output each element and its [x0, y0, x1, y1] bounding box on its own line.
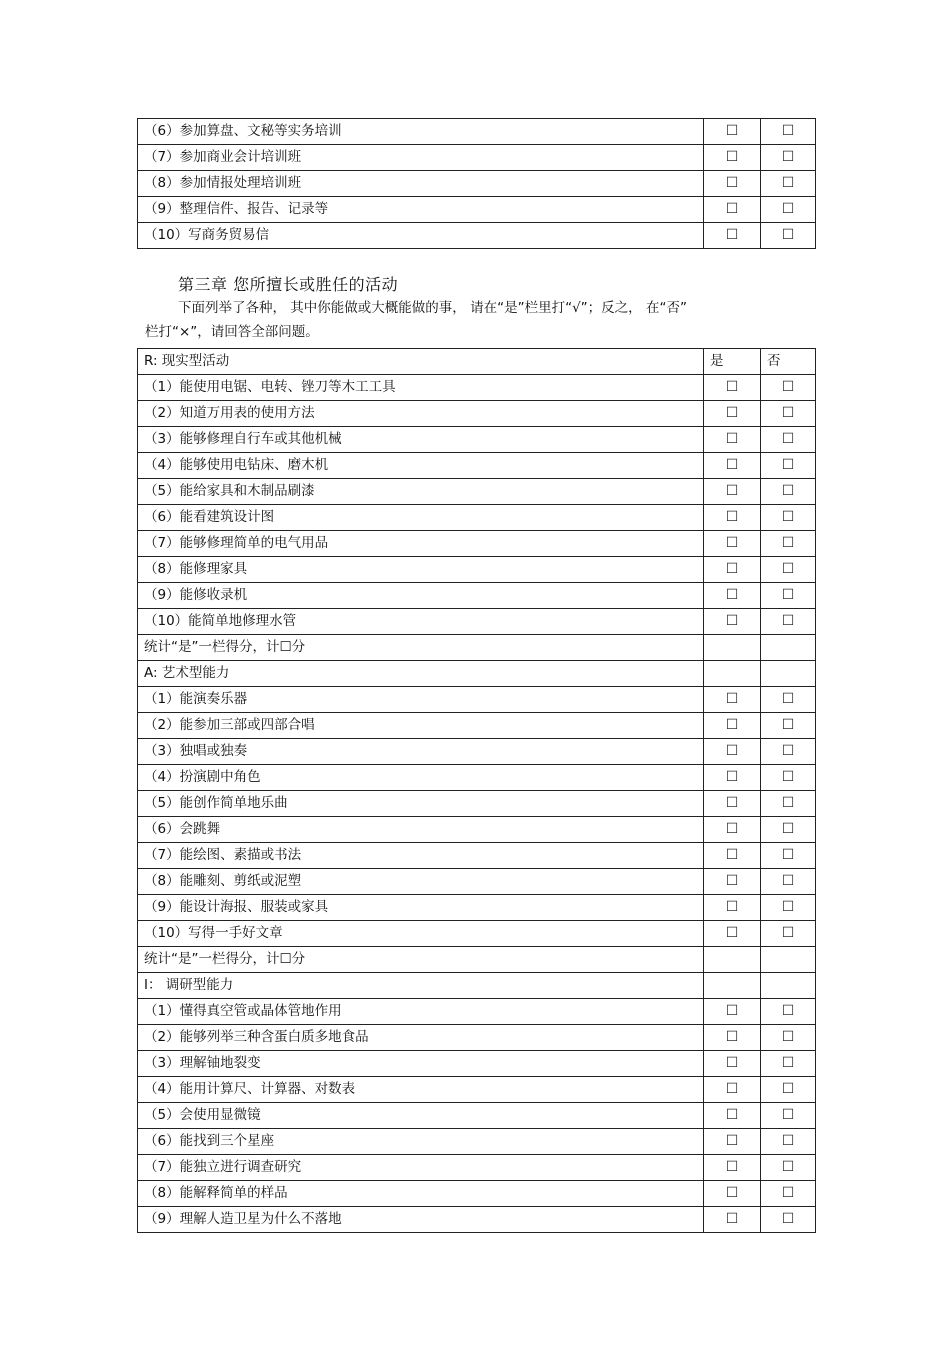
no-checkbox[interactable]: ☐	[781, 149, 795, 165]
question-text: （9）能设计海报、服装或家具	[138, 895, 704, 921]
no-checkbox-cell	[761, 1155, 816, 1181]
table-row	[138, 765, 816, 791]
yes-checkbox-cell	[704, 479, 761, 505]
yes-checkbox-cell	[704, 453, 761, 479]
table-row	[138, 401, 816, 427]
yes-checkbox-cell	[704, 687, 761, 713]
table-row	[138, 223, 816, 249]
yes-checkbox-cell	[704, 895, 761, 921]
table-header-row	[138, 349, 816, 375]
instruction-line-1: 下面列举了各种， 其中你能做或大概能做的事， 请在“是”栏里打“√”；反之， 在“否”	[178, 300, 687, 316]
empty-cell	[761, 635, 816, 661]
no-checkbox-cell	[761, 895, 816, 921]
yes-checkbox[interactable]: ☐	[725, 1003, 739, 1019]
table-row	[138, 739, 816, 765]
table-row	[138, 921, 816, 947]
yes-checkbox[interactable]: ☐	[725, 925, 739, 941]
no-checkbox[interactable]: ☐	[781, 379, 795, 395]
yes-checkbox-cell	[704, 1129, 761, 1155]
question-text: （6）能找到三个星座	[138, 1129, 704, 1155]
no-checkbox-cell	[761, 765, 816, 791]
no-checkbox[interactable]: ☐	[781, 405, 795, 421]
question-text: （6）会跳舞	[138, 817, 704, 843]
question-text: （4）扮演剧中角色	[138, 765, 704, 791]
question-text: （5）会使用显微镜	[138, 1103, 704, 1129]
questionnaire-table-1	[137, 118, 816, 249]
no-checkbox-cell	[761, 505, 816, 531]
no-column-header: 否	[761, 349, 816, 375]
table-row	[138, 427, 816, 453]
no-checkbox[interactable]: ☐	[781, 457, 795, 473]
yes-checkbox-cell	[704, 119, 761, 145]
no-checkbox[interactable]: ☐	[781, 821, 795, 837]
question-text: （8）能解释简单的样品	[138, 1181, 704, 1207]
table-row	[138, 583, 816, 609]
no-checkbox[interactable]: ☐	[781, 227, 795, 243]
yes-checkbox[interactable]: ☐	[725, 201, 739, 217]
table-row	[138, 791, 816, 817]
no-checkbox[interactable]: ☐	[781, 717, 795, 733]
yes-checkbox[interactable]: ☐	[725, 1107, 739, 1123]
section-label: I： 调研型能力	[138, 973, 704, 999]
empty-cell	[761, 973, 816, 999]
table-row	[138, 119, 816, 145]
no-checkbox[interactable]: ☐	[781, 1081, 795, 1097]
no-checkbox[interactable]: ☐	[781, 1211, 795, 1227]
no-checkbox-cell	[761, 1051, 816, 1077]
question-text: （2）知道万用表的使用方法	[138, 401, 704, 427]
yes-checkbox[interactable]: ☐	[725, 795, 739, 811]
yes-checkbox[interactable]: ☐	[725, 1055, 739, 1071]
yes-checkbox-cell	[704, 401, 761, 427]
question-text: （9）整理信件、报告、记录等	[138, 197, 704, 223]
no-checkbox[interactable]: ☐	[781, 899, 795, 915]
question-text: （7）能够修理简单的电气用品	[138, 531, 704, 557]
yes-checkbox[interactable]: ☐	[725, 227, 739, 243]
score-total-row	[138, 635, 816, 661]
no-checkbox-cell	[761, 1181, 816, 1207]
yes-checkbox-cell	[704, 505, 761, 531]
no-checkbox-cell	[761, 609, 816, 635]
yes-checkbox[interactable]: ☐	[725, 379, 739, 395]
yes-checkbox[interactable]: ☐	[725, 613, 739, 629]
yes-checkbox[interactable]: ☐	[725, 691, 739, 707]
question-text: （9）能修收录机	[138, 583, 704, 609]
yes-checkbox[interactable]: ☐	[725, 123, 739, 139]
yes-column-header: 是	[704, 349, 761, 375]
table-row	[138, 1025, 816, 1051]
yes-checkbox[interactable]: ☐	[725, 431, 739, 447]
no-checkbox[interactable]: ☐	[781, 175, 795, 191]
yes-checkbox-cell	[704, 375, 761, 401]
no-checkbox-cell	[761, 453, 816, 479]
empty-cell	[761, 661, 816, 687]
question-text: （3）理解铀地裂变	[138, 1051, 704, 1077]
no-checkbox[interactable]: ☐	[781, 1003, 795, 1019]
table-row	[138, 869, 816, 895]
table-row	[138, 1207, 816, 1233]
yes-checkbox[interactable]: ☐	[725, 587, 739, 603]
no-checkbox-cell	[761, 1129, 816, 1155]
yes-checkbox-cell	[704, 1103, 761, 1129]
empty-cell	[704, 973, 761, 999]
table-row	[138, 145, 816, 171]
yes-checkbox[interactable]: ☐	[725, 457, 739, 473]
yes-checkbox[interactable]: ☐	[725, 873, 739, 889]
question-text: （7）能独立进行调查研究	[138, 1155, 704, 1181]
yes-checkbox-cell	[704, 1155, 761, 1181]
table-row	[138, 1181, 816, 1207]
yes-checkbox-cell	[704, 739, 761, 765]
empty-cell	[704, 635, 761, 661]
section-header-row	[138, 973, 816, 999]
yes-checkbox[interactable]: ☐	[725, 847, 739, 863]
question-text: （10）能简单地修理水管	[138, 609, 704, 635]
yes-checkbox[interactable]: ☐	[725, 769, 739, 785]
yes-checkbox-cell	[704, 557, 761, 583]
question-text: （7）参加商业会计培训班	[138, 145, 704, 171]
score-total-label: 统计“是”一栏得分，计☐分	[138, 635, 704, 661]
question-text: （8）能修理家具	[138, 557, 704, 583]
question-text: （1）懂得真空管或晶体管地作用	[138, 999, 704, 1025]
section-header-row	[138, 661, 816, 687]
yes-checkbox[interactable]: ☐	[725, 561, 739, 577]
no-checkbox[interactable]: ☐	[781, 587, 795, 603]
yes-checkbox[interactable]: ☐	[725, 1185, 739, 1201]
question-text: （8）参加情报处理培训班	[138, 171, 704, 197]
question-text: （1）能演奏乐器	[138, 687, 704, 713]
no-checkbox[interactable]: ☐	[781, 795, 795, 811]
no-checkbox[interactable]: ☐	[781, 847, 795, 863]
yes-checkbox[interactable]: ☐	[725, 821, 739, 837]
no-checkbox[interactable]: ☐	[781, 873, 795, 889]
no-checkbox[interactable]: ☐	[781, 535, 795, 551]
no-checkbox-cell	[761, 223, 816, 249]
no-checkbox-cell	[761, 713, 816, 739]
instruction-line-2: 栏打“×”，请回答全部问题。	[145, 324, 319, 340]
question-text: （4）能用计算尺、计算器、对数表	[138, 1077, 704, 1103]
no-checkbox[interactable]: ☐	[781, 483, 795, 499]
section-label-realistic: R: 现实型活动	[138, 349, 704, 375]
table-row	[138, 479, 816, 505]
yes-checkbox[interactable]: ☐	[725, 149, 739, 165]
yes-checkbox[interactable]: ☐	[725, 1081, 739, 1097]
empty-cell	[704, 947, 761, 973]
table-row	[138, 609, 816, 635]
score-total-row	[138, 947, 816, 973]
no-checkbox-cell	[761, 1077, 816, 1103]
question-text: （7）能绘图、素描或书法	[138, 843, 704, 869]
yes-checkbox[interactable]: ☐	[725, 175, 739, 191]
no-checkbox-cell	[761, 583, 816, 609]
question-text: （5）能创作简单地乐曲	[138, 791, 704, 817]
question-text: （2）能够列举三种含蛋白质多地食品	[138, 1025, 704, 1051]
yes-checkbox-cell	[704, 765, 761, 791]
yes-checkbox-cell	[704, 921, 761, 947]
yes-checkbox-cell	[704, 1181, 761, 1207]
table-row	[138, 171, 816, 197]
yes-checkbox-cell	[704, 583, 761, 609]
no-checkbox-cell	[761, 843, 816, 869]
yes-checkbox-cell	[704, 223, 761, 249]
no-checkbox[interactable]: ☐	[781, 743, 795, 759]
no-checkbox[interactable]: ☐	[781, 1133, 795, 1149]
yes-checkbox-cell	[704, 609, 761, 635]
no-checkbox-cell	[761, 817, 816, 843]
no-checkbox-cell	[761, 1207, 816, 1233]
table-row	[138, 1129, 816, 1155]
yes-checkbox-cell	[704, 145, 761, 171]
questionnaire-table-2	[137, 348, 816, 1233]
table-row	[138, 1155, 816, 1181]
yes-checkbox-cell	[704, 197, 761, 223]
question-text: （8）能雕刻、剪纸或泥塑	[138, 869, 704, 895]
yes-checkbox-cell	[704, 171, 761, 197]
question-text: （4）能够使用电钻床、磨木机	[138, 453, 704, 479]
no-checkbox-cell	[761, 427, 816, 453]
yes-checkbox[interactable]: ☐	[725, 1029, 739, 1045]
question-text: （10）写商务贸易信	[138, 223, 704, 249]
no-checkbox-cell	[761, 791, 816, 817]
yes-checkbox-cell	[704, 869, 761, 895]
no-checkbox-cell	[761, 999, 816, 1025]
no-checkbox-cell	[761, 739, 816, 765]
yes-checkbox-cell	[704, 1025, 761, 1051]
yes-checkbox-cell	[704, 427, 761, 453]
yes-checkbox[interactable]: ☐	[725, 743, 739, 759]
yes-checkbox[interactable]: ☐	[725, 535, 739, 551]
no-checkbox[interactable]: ☐	[781, 925, 795, 941]
yes-checkbox[interactable]: ☐	[725, 483, 739, 499]
no-checkbox-cell	[761, 687, 816, 713]
table-row	[138, 713, 816, 739]
question-text: （2）能参加三部或四部合唱	[138, 713, 704, 739]
no-checkbox-cell	[761, 119, 816, 145]
no-checkbox[interactable]: ☐	[781, 769, 795, 785]
table-row	[138, 197, 816, 223]
no-checkbox-cell	[761, 197, 816, 223]
question-text: （6）能看建筑设计图	[138, 505, 704, 531]
no-checkbox[interactable]: ☐	[781, 1185, 795, 1201]
no-checkbox-cell	[761, 869, 816, 895]
question-text: （6）参加算盘、文秘等实务培训	[138, 119, 704, 145]
no-checkbox-cell	[761, 401, 816, 427]
table-row	[138, 453, 816, 479]
no-checkbox-cell	[761, 375, 816, 401]
no-checkbox-cell	[761, 479, 816, 505]
yes-checkbox[interactable]: ☐	[725, 717, 739, 733]
question-text: （10）写得一手好文章	[138, 921, 704, 947]
no-checkbox[interactable]: ☐	[781, 1159, 795, 1175]
section-label: A: 艺术型能力	[138, 661, 704, 687]
table-row	[138, 687, 816, 713]
no-checkbox[interactable]: ☐	[781, 613, 795, 629]
no-checkbox-cell	[761, 145, 816, 171]
yes-checkbox[interactable]: ☐	[725, 509, 739, 525]
no-checkbox[interactable]: ☐	[781, 1107, 795, 1123]
no-checkbox-cell	[761, 1025, 816, 1051]
question-text: （3）独唱或独奏	[138, 739, 704, 765]
empty-cell	[704, 661, 761, 687]
no-checkbox-cell	[761, 1103, 816, 1129]
table-row	[138, 999, 816, 1025]
question-text: （1）能使用电锯、电转、锉刀等木工工具	[138, 375, 704, 401]
table-row	[138, 557, 816, 583]
table-row	[138, 895, 816, 921]
no-checkbox-cell	[761, 921, 816, 947]
no-checkbox[interactable]: ☐	[781, 201, 795, 217]
yes-checkbox-cell	[704, 843, 761, 869]
no-checkbox-cell	[761, 171, 816, 197]
table-row	[138, 375, 816, 401]
yes-checkbox-cell	[704, 1207, 761, 1233]
yes-checkbox-cell	[704, 999, 761, 1025]
table-row	[138, 505, 816, 531]
no-checkbox[interactable]: ☐	[781, 561, 795, 577]
yes-checkbox-cell	[704, 791, 761, 817]
no-checkbox-cell	[761, 531, 816, 557]
no-checkbox[interactable]: ☐	[781, 123, 795, 139]
yes-checkbox[interactable]: ☐	[725, 899, 739, 915]
yes-checkbox[interactable]: ☐	[725, 1133, 739, 1149]
table-row	[138, 817, 816, 843]
question-text: （9）理解人造卫星为什么不落地	[138, 1207, 704, 1233]
no-checkbox[interactable]: ☐	[781, 1029, 795, 1045]
question-text: （3）能够修理自行车或其他机械	[138, 427, 704, 453]
yes-checkbox-cell	[704, 531, 761, 557]
table-row	[138, 1103, 816, 1129]
score-total-label: 统计“是”一栏得分，计☐分	[138, 947, 704, 973]
yes-checkbox-cell	[704, 1051, 761, 1077]
no-checkbox[interactable]: ☐	[781, 1055, 795, 1071]
chapter-title: 第三章 您所擅长或胜任的活动	[178, 275, 399, 294]
table-row	[138, 1077, 816, 1103]
no-checkbox[interactable]: ☐	[781, 691, 795, 707]
yes-checkbox-cell	[704, 817, 761, 843]
question-text: （5）能给家具和木制品刷漆	[138, 479, 704, 505]
no-checkbox[interactable]: ☐	[781, 431, 795, 447]
yes-checkbox-cell	[704, 713, 761, 739]
table-row	[138, 1051, 816, 1077]
yes-checkbox[interactable]: ☐	[725, 1211, 739, 1227]
empty-cell	[761, 947, 816, 973]
no-checkbox[interactable]: ☐	[781, 509, 795, 525]
yes-checkbox[interactable]: ☐	[725, 1159, 739, 1175]
table-row	[138, 843, 816, 869]
yes-checkbox[interactable]: ☐	[725, 405, 739, 421]
table-row	[138, 531, 816, 557]
yes-checkbox-cell	[704, 1077, 761, 1103]
no-checkbox-cell	[761, 557, 816, 583]
